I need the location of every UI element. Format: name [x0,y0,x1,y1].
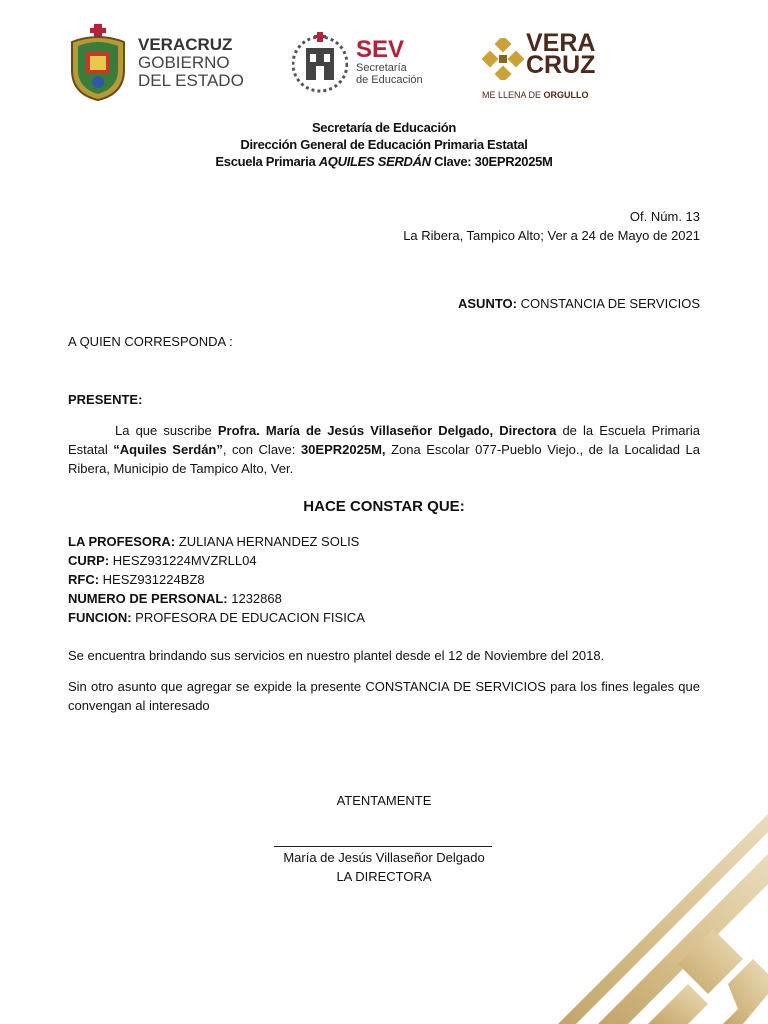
decorative-greca-pattern [528,784,768,1024]
logo-brand-tagline: ME LLENA DE ORGULLO [482,90,589,100]
logo-gov-line1: VERACRUZ [138,35,233,54]
header-line3: Escuela Primaria AQUILES SERDÁN Clave: 30EPR2025M [215,154,553,169]
logo-sev [292,30,432,98]
logo-sev-line2: de Educación [356,74,423,86]
header-line1: Secretaría de Educación [311,120,457,135]
logo-gobierno-veracruz [66,24,246,102]
signer-title: LA DIRECTORA [336,869,432,884]
paragraph-service: Se encuentra brindando sus servicios en nuestro plantel desde el 12 de Noviembre del 2018. [68,648,605,663]
signature-line [274,846,492,847]
asunto: ASUNTO: CONSTANCIA DE SERVICIOS [458,296,700,311]
sev-castle-icon [292,30,348,94]
fields-list [68,532,700,627]
presente: PRESENTE: [68,392,143,407]
letterhead [0,119,768,170]
recipient: A QUIEN CORRESPONDA : [68,334,233,349]
paragraph-closing: Sin otro asunto que agregar se expide la presente CONSTANCIA DE SERVICIOS para los fines legales que convengan al interesado [68,679,700,713]
logo-brand-line2: CRUZ [526,51,596,79]
header-line2: Dirección General de Educación Primaria Estatal [240,137,528,152]
logo-gov-line3: DEL ESTADO [138,71,244,90]
heading-hace-constar: HACE CONSTAR QUE: [303,498,465,515]
closing-atentamente: ATENTAMENTE [336,793,432,808]
signer-name: María de Jesús Villaseñor Delgado [283,850,485,865]
veracruz-pattern-icon [482,38,524,80]
field-numero-personal: NUMERO DE PERSONAL: 1232868 [68,591,282,606]
logo-gov-line2: GOBIERNO [138,53,230,72]
logo-veracruz-brand [480,29,600,102]
paragraph-intro: La que suscribe Profra. María de Jesús Villaseñor Delgado, Directora de la Escuela Primaria Estatal “Aquiles Serdán”, con Clave: 30EPR2025M, Zona Escolar 077-Pueblo Viejo., de la Localidad La Ribera, Municipio de Tampico Alto, Ver. [68,423,700,476]
field-curp: CURP: HESZ931224MVZRLL04 [68,553,257,568]
logo-brand-line1: VERA [526,29,596,57]
field-rfc: RFC: HESZ931224BZ8 [68,572,205,587]
logo-sev-acronym: SEV [356,36,405,63]
field-funcion: FUNCION: PROFESORA DE EDUCACION FISICA [68,610,365,625]
place-date: La Ribera, Tampico Alto; Ver a 24 de Mayo de 2021 [403,228,700,243]
oficio-number: Of. Núm. 13 [629,209,700,224]
logo-sev-line1: Secretaría [356,62,407,74]
veracruz-shield-icon [66,24,130,102]
field-profesora: LA PROFESORA: ZULIANA HERNANDEZ SOLIS [68,534,360,549]
